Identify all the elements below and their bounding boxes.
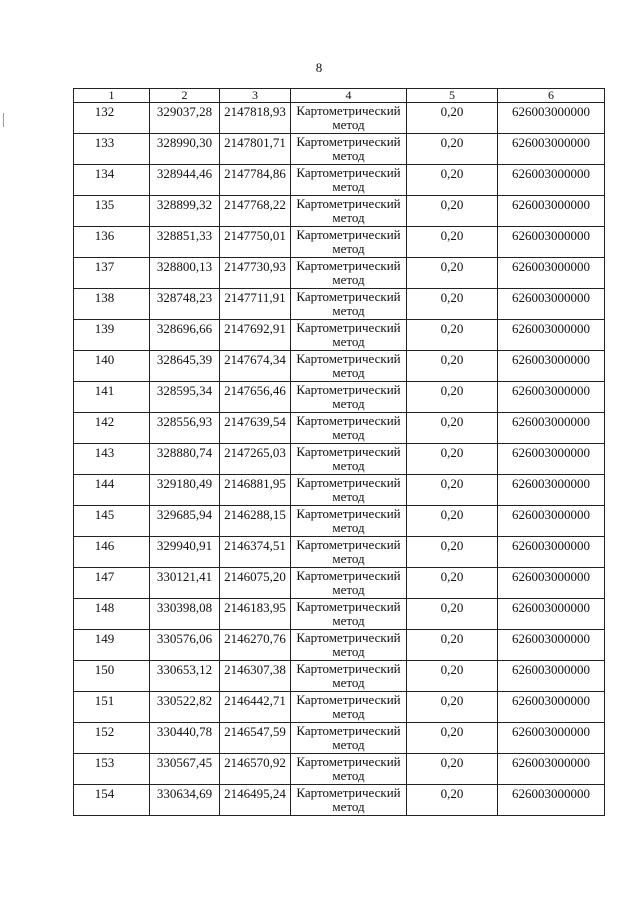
- x-coordinate-cell: 328880,74: [150, 444, 220, 475]
- method-line1: Картометрический: [296, 568, 401, 583]
- accuracy-cell: 0,20: [407, 351, 498, 382]
- method-line1: Картометрический: [296, 196, 401, 211]
- column-header: 5: [407, 89, 498, 103]
- method-line1: Картометрический: [296, 754, 401, 769]
- accuracy-cell: 0,20: [407, 320, 498, 351]
- accuracy-cell: 0,20: [407, 475, 498, 506]
- method-line1: Картометрический: [296, 630, 401, 645]
- accuracy-cell: 0,20: [407, 599, 498, 630]
- point-number-cell: 149: [74, 630, 150, 661]
- code-cell: 626003000000: [498, 413, 605, 444]
- y-coordinate-cell: 2147639,54: [220, 413, 291, 444]
- point-number-cell: 133: [74, 134, 150, 165]
- table-row: [74, 258, 605, 289]
- column-header: 6: [498, 89, 605, 103]
- y-coordinate-cell: 2146442,71: [220, 692, 291, 723]
- accuracy-cell: 0,20: [407, 692, 498, 723]
- method-line1: Картометрический: [296, 134, 401, 149]
- code-cell: 626003000000: [498, 351, 605, 382]
- method-line1: Картометрический: [296, 661, 401, 676]
- method-cell: [291, 537, 407, 568]
- table-row: [74, 661, 605, 692]
- code-cell: 626003000000: [498, 289, 605, 320]
- method-line2: метод: [332, 489, 365, 504]
- point-number-cell: 148: [74, 599, 150, 630]
- method-line2: метод: [332, 675, 365, 690]
- column-header: 2: [150, 89, 220, 103]
- y-coordinate-cell: 2146288,15: [220, 506, 291, 537]
- x-coordinate-cell: 329180,49: [150, 475, 220, 506]
- method-cell: [291, 320, 407, 351]
- code-cell: 626003000000: [498, 599, 605, 630]
- accuracy-cell: 0,20: [407, 537, 498, 568]
- column-header: 1: [74, 89, 150, 103]
- point-number-cell: 147: [74, 568, 150, 599]
- method-line1: Картометрический: [296, 444, 401, 459]
- accuracy-cell: 0,20: [407, 723, 498, 754]
- method-line1: Картометрический: [296, 289, 401, 304]
- point-number-cell: 150: [74, 661, 150, 692]
- method-line1: Картометрический: [296, 537, 401, 552]
- method-cell: [291, 413, 407, 444]
- code-cell: 626003000000: [498, 475, 605, 506]
- code-cell: 626003000000: [498, 537, 605, 568]
- point-number-cell: 142: [74, 413, 150, 444]
- accuracy-cell: 0,20: [407, 227, 498, 258]
- method-cell: [291, 196, 407, 227]
- x-coordinate-cell: 329940,91: [150, 537, 220, 568]
- point-number-cell: 135: [74, 196, 150, 227]
- method-line2: метод: [332, 148, 365, 163]
- page-number: 8: [315, 60, 323, 75]
- x-coordinate-cell: 328595,34: [150, 382, 220, 413]
- y-coordinate-cell: 2146495,24: [220, 785, 291, 816]
- accuracy-cell: 0,20: [407, 413, 498, 444]
- method-cell: [291, 103, 407, 134]
- table-row: [74, 196, 605, 227]
- code-cell: 626003000000: [498, 692, 605, 723]
- method-cell: [291, 475, 407, 506]
- point-number-cell: 134: [74, 165, 150, 196]
- y-coordinate-cell: 2147656,46: [220, 382, 291, 413]
- method-line1: Картометрический: [296, 320, 401, 335]
- method-cell: [291, 692, 407, 723]
- column-header: 4: [291, 89, 407, 103]
- code-cell: 626003000000: [498, 134, 605, 165]
- method-line1: Картометрический: [296, 506, 401, 521]
- accuracy-cell: 0,20: [407, 785, 498, 816]
- point-number-cell: 136: [74, 227, 150, 258]
- accuracy-cell: 0,20: [407, 196, 498, 227]
- point-number-cell: 144: [74, 475, 150, 506]
- point-number-cell: 154: [74, 785, 150, 816]
- code-cell: 626003000000: [498, 661, 605, 692]
- code-cell: 626003000000: [498, 382, 605, 413]
- method-line2: метод: [332, 241, 365, 256]
- method-line2: метод: [332, 706, 365, 721]
- point-number-cell: 138: [74, 289, 150, 320]
- y-coordinate-cell: 2146075,20: [220, 568, 291, 599]
- method-line2: метод: [332, 520, 365, 535]
- y-coordinate-cell: 2146183,95: [220, 599, 291, 630]
- table-row: [74, 413, 605, 444]
- table-row: [74, 134, 605, 165]
- y-coordinate-cell: 2146307,38: [220, 661, 291, 692]
- table-row: [74, 723, 605, 754]
- method-line2: метод: [332, 613, 365, 628]
- method-line2: метод: [332, 427, 365, 442]
- table-row: [74, 692, 605, 723]
- accuracy-cell: 0,20: [407, 754, 498, 785]
- table-row: [74, 785, 605, 816]
- table-row: [74, 568, 605, 599]
- x-coordinate-cell: 328990,30: [150, 134, 220, 165]
- accuracy-cell: 0,20: [407, 258, 498, 289]
- y-coordinate-cell: 2147711,91: [220, 289, 291, 320]
- table-row: [74, 444, 605, 475]
- code-cell: 626003000000: [498, 785, 605, 816]
- coordinates-table: [73, 88, 605, 816]
- method-line1: Картометрический: [296, 475, 401, 490]
- method-cell: [291, 785, 407, 816]
- x-coordinate-cell: 330576,06: [150, 630, 220, 661]
- method-cell: [291, 258, 407, 289]
- method-line1: Картометрический: [296, 103, 401, 118]
- code-cell: 626003000000: [498, 258, 605, 289]
- accuracy-cell: 0,20: [407, 630, 498, 661]
- table-row: [74, 320, 605, 351]
- margin-mark: [3, 113, 4, 127]
- accuracy-cell: 0,20: [407, 568, 498, 599]
- point-number-cell: 139: [74, 320, 150, 351]
- x-coordinate-cell: 330398,08: [150, 599, 220, 630]
- accuracy-cell: 0,20: [407, 289, 498, 320]
- table-row: [74, 630, 605, 661]
- code-cell: 626003000000: [498, 227, 605, 258]
- method-line2: метод: [332, 303, 365, 318]
- x-coordinate-cell: 328851,33: [150, 227, 220, 258]
- method-line2: метод: [332, 117, 365, 132]
- method-line2: метод: [332, 365, 365, 380]
- table-row: [74, 382, 605, 413]
- y-coordinate-cell: 2146547,59: [220, 723, 291, 754]
- table-row: [74, 289, 605, 320]
- x-coordinate-cell: 330121,41: [150, 568, 220, 599]
- code-cell: 626003000000: [498, 103, 605, 134]
- table-row: [74, 103, 605, 134]
- code-cell: 626003000000: [498, 754, 605, 785]
- x-coordinate-cell: 328696,66: [150, 320, 220, 351]
- method-cell: [291, 568, 407, 599]
- y-coordinate-cell: 2146570,92: [220, 754, 291, 785]
- method-line2: метод: [332, 551, 365, 566]
- method-line2: метод: [332, 582, 365, 597]
- y-coordinate-cell: 2147692,91: [220, 320, 291, 351]
- code-cell: 626003000000: [498, 320, 605, 351]
- method-cell: [291, 506, 407, 537]
- table-row: [74, 351, 605, 382]
- x-coordinate-cell: 328748,23: [150, 289, 220, 320]
- method-line1: Картометрический: [296, 599, 401, 614]
- y-coordinate-cell: 2147801,71: [220, 134, 291, 165]
- method-line2: метод: [332, 272, 365, 287]
- method-line1: Картометрический: [296, 413, 401, 428]
- table-row: [74, 537, 605, 568]
- x-coordinate-cell: 328645,39: [150, 351, 220, 382]
- method-cell: [291, 661, 407, 692]
- x-coordinate-cell: 328944,46: [150, 165, 220, 196]
- x-coordinate-cell: 330567,45: [150, 754, 220, 785]
- method-cell: [291, 382, 407, 413]
- y-coordinate-cell: 2147730,93: [220, 258, 291, 289]
- y-coordinate-cell: 2146374,51: [220, 537, 291, 568]
- method-line1: Картометрический: [296, 723, 401, 738]
- y-coordinate-cell: 2147818,93: [220, 103, 291, 134]
- method-line1: Картометрический: [296, 692, 401, 707]
- method-line2: метод: [332, 737, 365, 752]
- method-line1: Картометрический: [296, 227, 401, 242]
- x-coordinate-cell: 329037,28: [150, 103, 220, 134]
- method-line1: Картометрический: [296, 165, 401, 180]
- method-line1: Картометрический: [296, 382, 401, 397]
- accuracy-cell: 0,20: [407, 165, 498, 196]
- method-cell: [291, 599, 407, 630]
- x-coordinate-cell: 330653,12: [150, 661, 220, 692]
- method-line2: метод: [332, 396, 365, 411]
- method-cell: [291, 630, 407, 661]
- x-coordinate-cell: 329685,94: [150, 506, 220, 537]
- x-coordinate-cell: 330440,78: [150, 723, 220, 754]
- table-row: [74, 506, 605, 537]
- method-cell: [291, 165, 407, 196]
- x-coordinate-cell: 330634,69: [150, 785, 220, 816]
- table-row: [74, 227, 605, 258]
- method-cell: [291, 754, 407, 785]
- method-line1: Картометрический: [296, 785, 401, 800]
- y-coordinate-cell: 2147750,01: [220, 227, 291, 258]
- table-header-row: [74, 89, 605, 103]
- point-number-cell: 132: [74, 103, 150, 134]
- method-line2: метод: [332, 179, 365, 194]
- code-cell: 626003000000: [498, 196, 605, 227]
- method-cell: [291, 134, 407, 165]
- point-number-cell: 151: [74, 692, 150, 723]
- method-line2: метод: [332, 644, 365, 659]
- y-coordinate-cell: 2147674,34: [220, 351, 291, 382]
- accuracy-cell: 0,20: [407, 506, 498, 537]
- method-line2: метод: [332, 768, 365, 783]
- point-number-cell: 140: [74, 351, 150, 382]
- code-cell: 626003000000: [498, 444, 605, 475]
- table-body: [74, 103, 605, 816]
- code-cell: 626003000000: [498, 723, 605, 754]
- table-row: [74, 599, 605, 630]
- column-header: 3: [220, 89, 291, 103]
- accuracy-cell: 0,20: [407, 444, 498, 475]
- method-line2: метод: [332, 458, 365, 473]
- code-cell: 626003000000: [498, 630, 605, 661]
- point-number-cell: 146: [74, 537, 150, 568]
- accuracy-cell: 0,20: [407, 134, 498, 165]
- method-cell: [291, 723, 407, 754]
- y-coordinate-cell: 2147784,86: [220, 165, 291, 196]
- x-coordinate-cell: 328556,93: [150, 413, 220, 444]
- point-number-cell: 137: [74, 258, 150, 289]
- code-cell: 626003000000: [498, 568, 605, 599]
- method-cell: [291, 444, 407, 475]
- accuracy-cell: 0,20: [407, 382, 498, 413]
- point-number-cell: 153: [74, 754, 150, 785]
- table-row: [74, 475, 605, 506]
- method-cell: [291, 289, 407, 320]
- code-cell: 626003000000: [498, 165, 605, 196]
- method-line1: Картометрический: [296, 258, 401, 273]
- table-row: [74, 754, 605, 785]
- x-coordinate-cell: 328899,32: [150, 196, 220, 227]
- accuracy-cell: 0,20: [407, 661, 498, 692]
- point-number-cell: 143: [74, 444, 150, 475]
- point-number-cell: 141: [74, 382, 150, 413]
- method-line2: метод: [332, 210, 365, 225]
- x-coordinate-cell: 330522,82: [150, 692, 220, 723]
- x-coordinate-cell: 328800,13: [150, 258, 220, 289]
- method-line2: метод: [332, 799, 365, 814]
- point-number-cell: 152: [74, 723, 150, 754]
- point-number-cell: 145: [74, 506, 150, 537]
- table-row: [74, 165, 605, 196]
- y-coordinate-cell: 2146270,76: [220, 630, 291, 661]
- y-coordinate-cell: 2147768,22: [220, 196, 291, 227]
- y-coordinate-cell: 2147265,03: [220, 444, 291, 475]
- method-line1: Картометрический: [296, 351, 401, 366]
- y-coordinate-cell: 2146881,95: [220, 475, 291, 506]
- method-line2: метод: [332, 334, 365, 349]
- method-cell: [291, 351, 407, 382]
- accuracy-cell: 0,20: [407, 103, 498, 134]
- code-cell: 626003000000: [498, 506, 605, 537]
- method-cell: [291, 227, 407, 258]
